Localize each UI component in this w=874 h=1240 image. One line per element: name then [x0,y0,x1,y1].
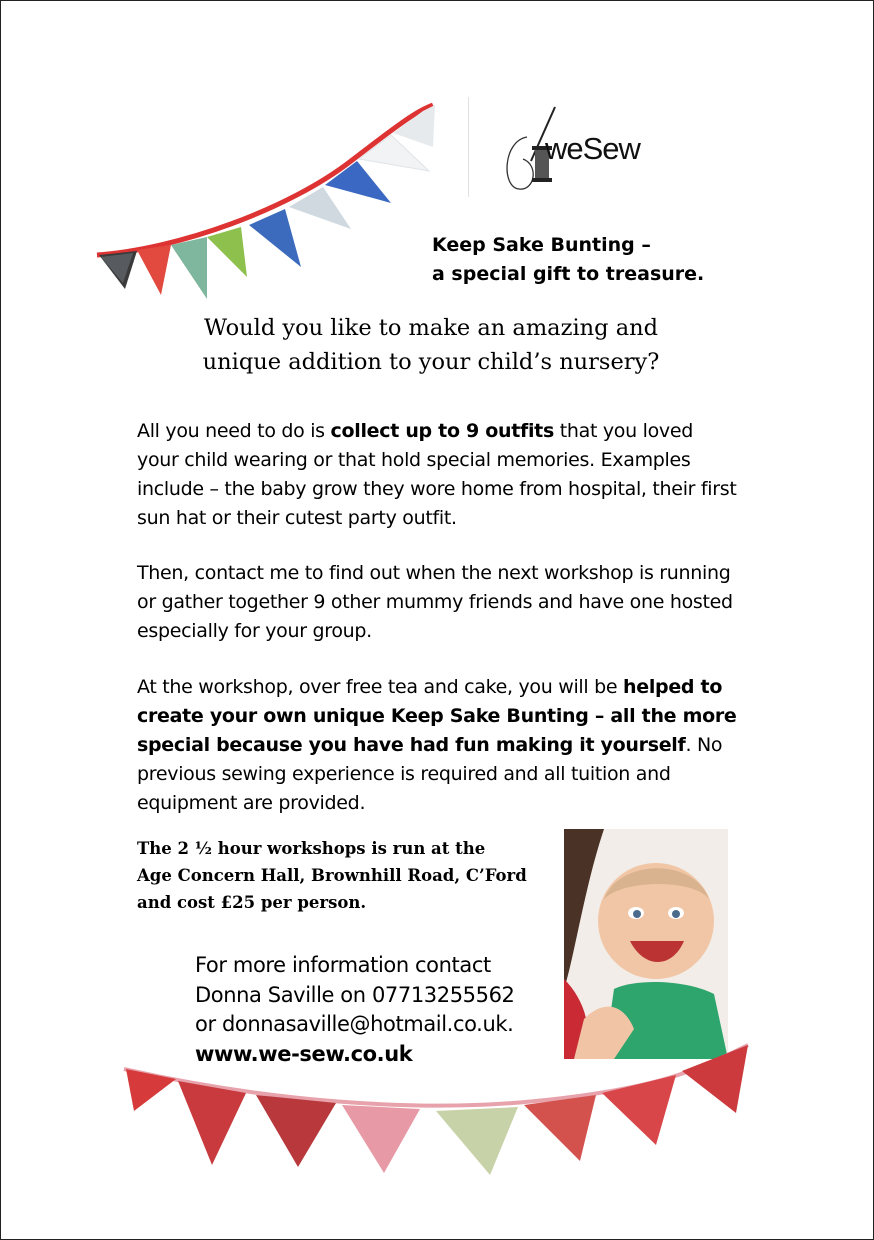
headline-line-1: Keep Sake Bunting – [432,234,651,256]
mother-baby-photo [564,829,728,1059]
logo-text: weSew [545,131,640,166]
venue-line-3: and cost £25 per person. [137,893,367,912]
question-line-1: Would you like to make an amazing and [204,315,658,341]
headline-line-2: a special gift to treasure. [432,263,705,285]
bunting-top-image [89,99,459,319]
website-link[interactable]: www.we-sew.co.uk [195,1041,413,1066]
question-line-2: unique addition to your child’s nursery? [202,349,660,375]
workshop-emphasis: helped to create your own unique Keep Sake Bunting – all the more special because you have had fun making it yourself [137,676,737,756]
paragraph-contact-workshop: Then, contact me to find out when the next workshop is running or gather together 9 other mummy friends and have one hosted especially for your group. [137,562,733,642]
headline [432,231,704,289]
logo-divider [468,97,469,197]
contact-line-2: Donna Saville on 07713255562 [195,982,515,1007]
paragraph-outfits: All you need to do is collect up to 9 outfits that you loved your child wearing or that hold special memories. Examples include – the baby grow they wore home from hospital, their first sun hat or their cutest party outfit. [137,420,737,529]
outfits-emphasis: collect up to 9 outfits [330,420,554,442]
bunting-bottom-image [116,1041,756,1240]
venue-line-2: Age Concern Hall, Brownhill Road, C’Ford [137,866,527,885]
contact-line-1: For more information contact [195,953,491,977]
contact-email-line[interactable]: or donnasaville@hotmail.co.uk. [195,1012,514,1036]
venue-line-1: The 2 ½ hour workshops is run at the [137,839,486,858]
paragraph-workshop: At the workshop, over free tea and cake, you will be helped to create your own unique Keep Sake Bunting – all the more special because you have had fun making it yourself. No previous sewing experience is required and all tuition and equipment are provided. [137,676,737,814]
venue-details [137,835,557,916]
question-heading [141,311,721,379]
